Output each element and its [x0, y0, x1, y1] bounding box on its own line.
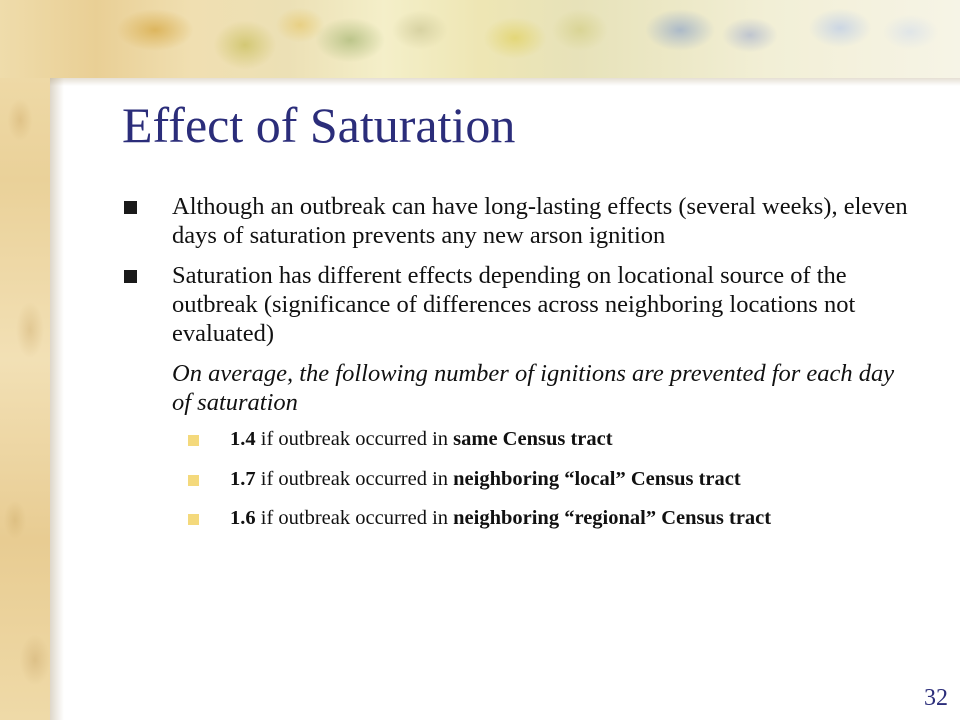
location-emphasis: neighboring “local” Census tract: [453, 467, 741, 490]
sub-bullet-item: [188, 427, 910, 452]
location-emphasis: neighboring “regional” Census tract: [453, 507, 772, 529]
slide-content: [120, 192, 910, 546]
leaf-decoration: [620, 0, 790, 62]
bullet-item: [120, 192, 910, 250]
sub-bullet-middle: if outbreak occurred in: [255, 428, 454, 450]
sub-bullet-text: [230, 427, 613, 452]
ignition-value: 1.7: [230, 467, 256, 490]
sub-bullet-item: [188, 506, 910, 531]
square-bullet-icon: [124, 270, 137, 283]
bullet-item: [120, 261, 910, 348]
square-bullet-icon: [188, 514, 199, 525]
location-emphasis: same Census tract: [453, 428, 613, 450]
sub-bullet-middle: if outbreak occurred in: [255, 467, 454, 490]
page-number: 32: [924, 685, 948, 711]
ignition-value: 1.6: [230, 507, 256, 529]
sub-bullet-text: [230, 467, 741, 492]
ignition-value: 1.4: [230, 428, 256, 450]
leaf-decoration: [790, 0, 960, 62]
sub-bullet-middle: if outbreak occurred in: [255, 507, 454, 529]
leaf-decoration: [95, 0, 335, 78]
bullet-text: Saturation has different effects depending on locational source of the outbreak (significance of differences across neighboring locations not evaluated): [172, 262, 856, 347]
banner-shadow: [50, 78, 960, 86]
leaf-decoration: [470, 0, 620, 78]
leaf-decoration: [300, 0, 470, 78]
parchment-strip: [0, 0, 50, 720]
leaf-banner: [0, 0, 960, 78]
square-bullet-icon: [188, 435, 199, 446]
sub-bullet-text: [230, 506, 771, 531]
square-bullet-icon: [188, 475, 199, 486]
slide-title: Effect of Saturation: [122, 97, 516, 153]
square-bullet-icon: [124, 201, 137, 214]
bullet-text: Although an outbreak can have long-lasting effects (several weeks), eleven days of saturation prevents any new arson ignition: [172, 193, 908, 249]
sub-intro-text: On average, the following number of ignitions are prevented for each day of saturation: [172, 360, 895, 416]
sub-bullet-item: [188, 467, 910, 492]
strip-shadow: [50, 78, 64, 720]
